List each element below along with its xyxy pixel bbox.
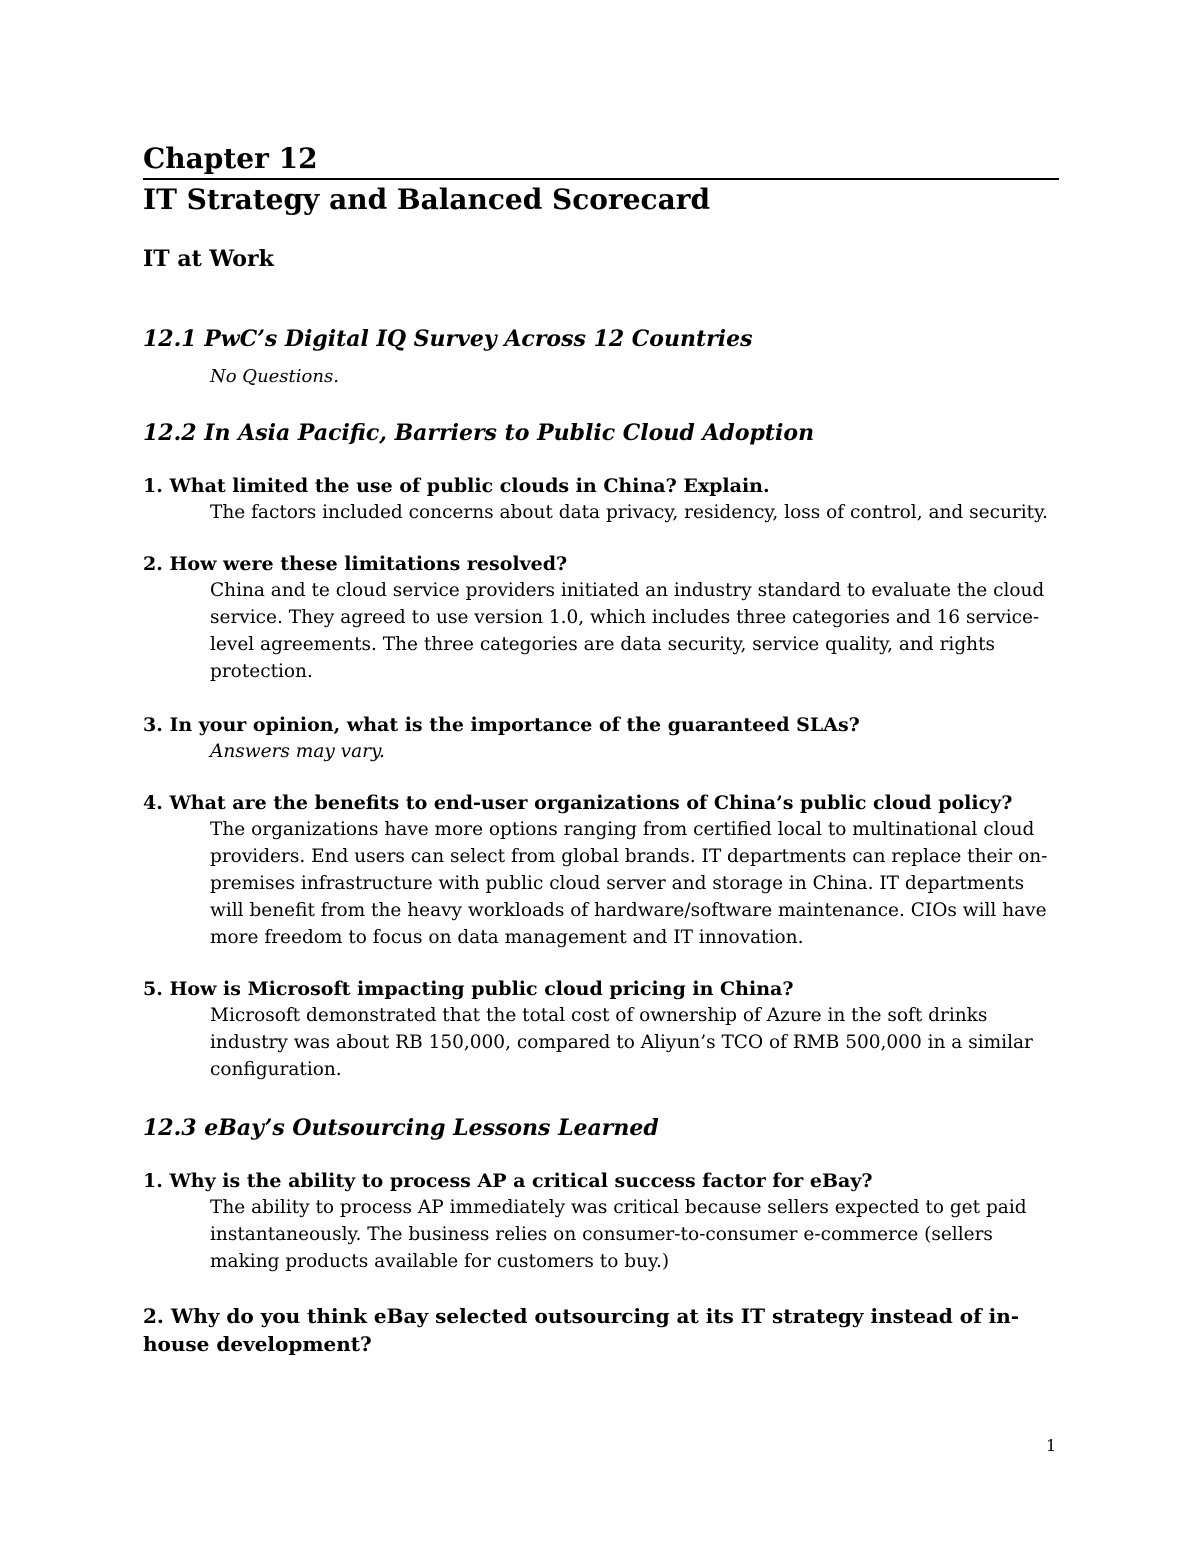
section-title-12-1: 12.1 PwC’s Digital IQ Survey Across 12 Countries xyxy=(143,326,753,352)
question: 3. In your opinion, what is the importance of the guaranteed SLAs? xyxy=(143,714,860,736)
question: 2. How were these limitations resolved? xyxy=(143,553,568,575)
answer: The ability to process AP immediately was critical because sellers expected to get paid instantaneously. The business relies on consumer-to-consumer e-commerce (sellers making products available for customers to buy.) xyxy=(210,1197,1027,1272)
answer: The factors included concerns about data privacy, residency, loss of control, and security. xyxy=(210,502,1048,523)
section-label: IT at Work xyxy=(143,246,274,272)
chapter-heading: Chapter 12 xyxy=(143,140,1059,180)
section-note: No Questions. xyxy=(210,366,339,387)
question: 1. Why is the ability to process AP a critical success factor for eBay? xyxy=(143,1170,873,1192)
answer: Answers may vary. xyxy=(210,741,385,762)
answer: The organizations have more options ranging from certified local to multinational cloud providers. End users can select from global brands. IT departments can replace their on-premises infrastructure with public cloud server and storage in China. IT departments will benefit from the heavy workloads of hardware/software maintenance. CIOs will have more freedom to focus on data management and IT innovation. xyxy=(210,819,1048,948)
section-title-12-3: 12.3 eBay’s Outsourcing Lessons Learned xyxy=(143,1115,659,1141)
answer: China and te cloud service providers initiated an industry standard to evaluate the cloud service. They agreed to use version 1.0, which includes three categories and 16 service-level agreements. The three categories are data security, service quality, and rights protection. xyxy=(210,580,1045,682)
question: 4. What are the benefits to end-user organizations of China’s public cloud policy? xyxy=(143,792,1013,814)
document-page xyxy=(143,140,1059,1358)
page-number: 1 xyxy=(1046,1436,1057,1455)
question: 5. How is Microsoft impacting public cloud pricing in China? xyxy=(143,978,794,1000)
question: 2. Why do you think eBay selected outsourcing at its IT strategy instead of in-house development? xyxy=(143,1304,1020,1356)
section-title-12-2: 12.2 In Asia Pacific, Barriers to Public Cloud Adoption xyxy=(143,420,815,446)
answer: Microsoft demonstrated that the total cost of ownership of Azure in the soft drinks industry was about RB 150,000, compared to Aliyun’s TCO of RMB 500,000 in a similar configuration. xyxy=(210,1005,1033,1080)
chapter-title: IT Strategy and Balanced Scorecard xyxy=(143,183,711,216)
question: 1. What limited the use of public clouds in China? Explain. xyxy=(143,475,770,497)
